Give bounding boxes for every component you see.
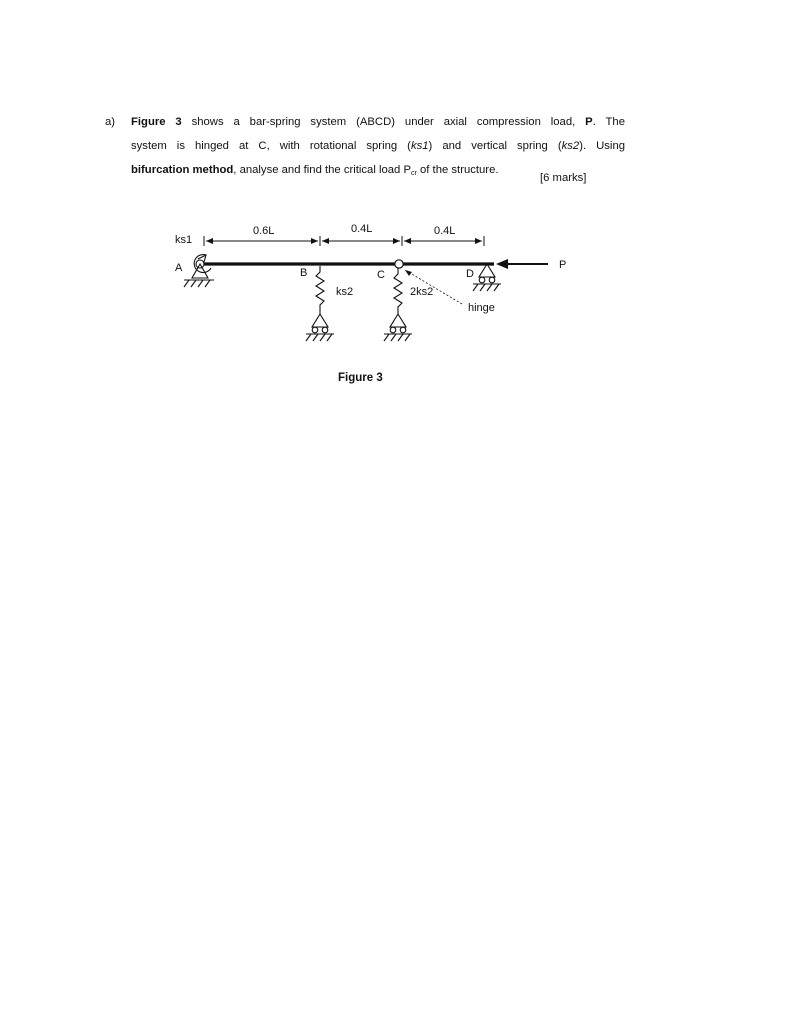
vertical-spring-symbol: ks2 (561, 140, 580, 152)
dimension-line (204, 236, 484, 246)
question-label: a) (105, 116, 116, 128)
load-symbol: P (585, 116, 593, 128)
rotational-spring-symbol: ks1 (410, 140, 429, 152)
support-d-roller (473, 264, 501, 291)
spring-c (384, 268, 412, 341)
dimension-label-cd: 0.4L (434, 225, 456, 237)
spring-b (306, 266, 334, 341)
load-arrowhead-icon (496, 259, 508, 269)
ks2-double-label: 2ks2 (410, 286, 434, 298)
dimension-label-bc: 0.4L (351, 223, 373, 235)
marks-label: [6 marks] (540, 172, 587, 184)
method-name: bifurcation method (131, 164, 234, 176)
load-p-label: P (559, 259, 567, 271)
figure-caption: Figure 3 (338, 372, 383, 384)
ks1-label: ks1 (175, 234, 193, 246)
point-b-label: B (300, 267, 308, 279)
hinge-pointer-arrow-icon (405, 270, 412, 276)
point-d-label: D (466, 268, 474, 280)
figure-reference: Figure 3 (131, 116, 182, 128)
bar-spring-figure (0, 0, 791, 420)
point-a-label: A (175, 262, 183, 274)
dimension-label-ab: 0.6L (253, 225, 275, 237)
question-line-3: bifurcation method, analyse and find the critical load $P_{cr}$ of the structure. (131, 164, 499, 177)
pcr-subscript: cr (411, 170, 417, 177)
hinge-c-icon (395, 260, 403, 268)
question-line-1: Figure 3 shows a bar-spring system (ABCD) under axial compression load, P. The (131, 116, 625, 128)
ks2-label: ks2 (336, 286, 354, 298)
point-c-label: C (377, 269, 385, 281)
question-line-2: system is hinged at C, with rotational spring (ks1) and vertical spring (ks2). Using (131, 140, 626, 152)
hinge-label: hinge (468, 302, 495, 314)
support-a-rotational-spring (184, 255, 214, 287)
